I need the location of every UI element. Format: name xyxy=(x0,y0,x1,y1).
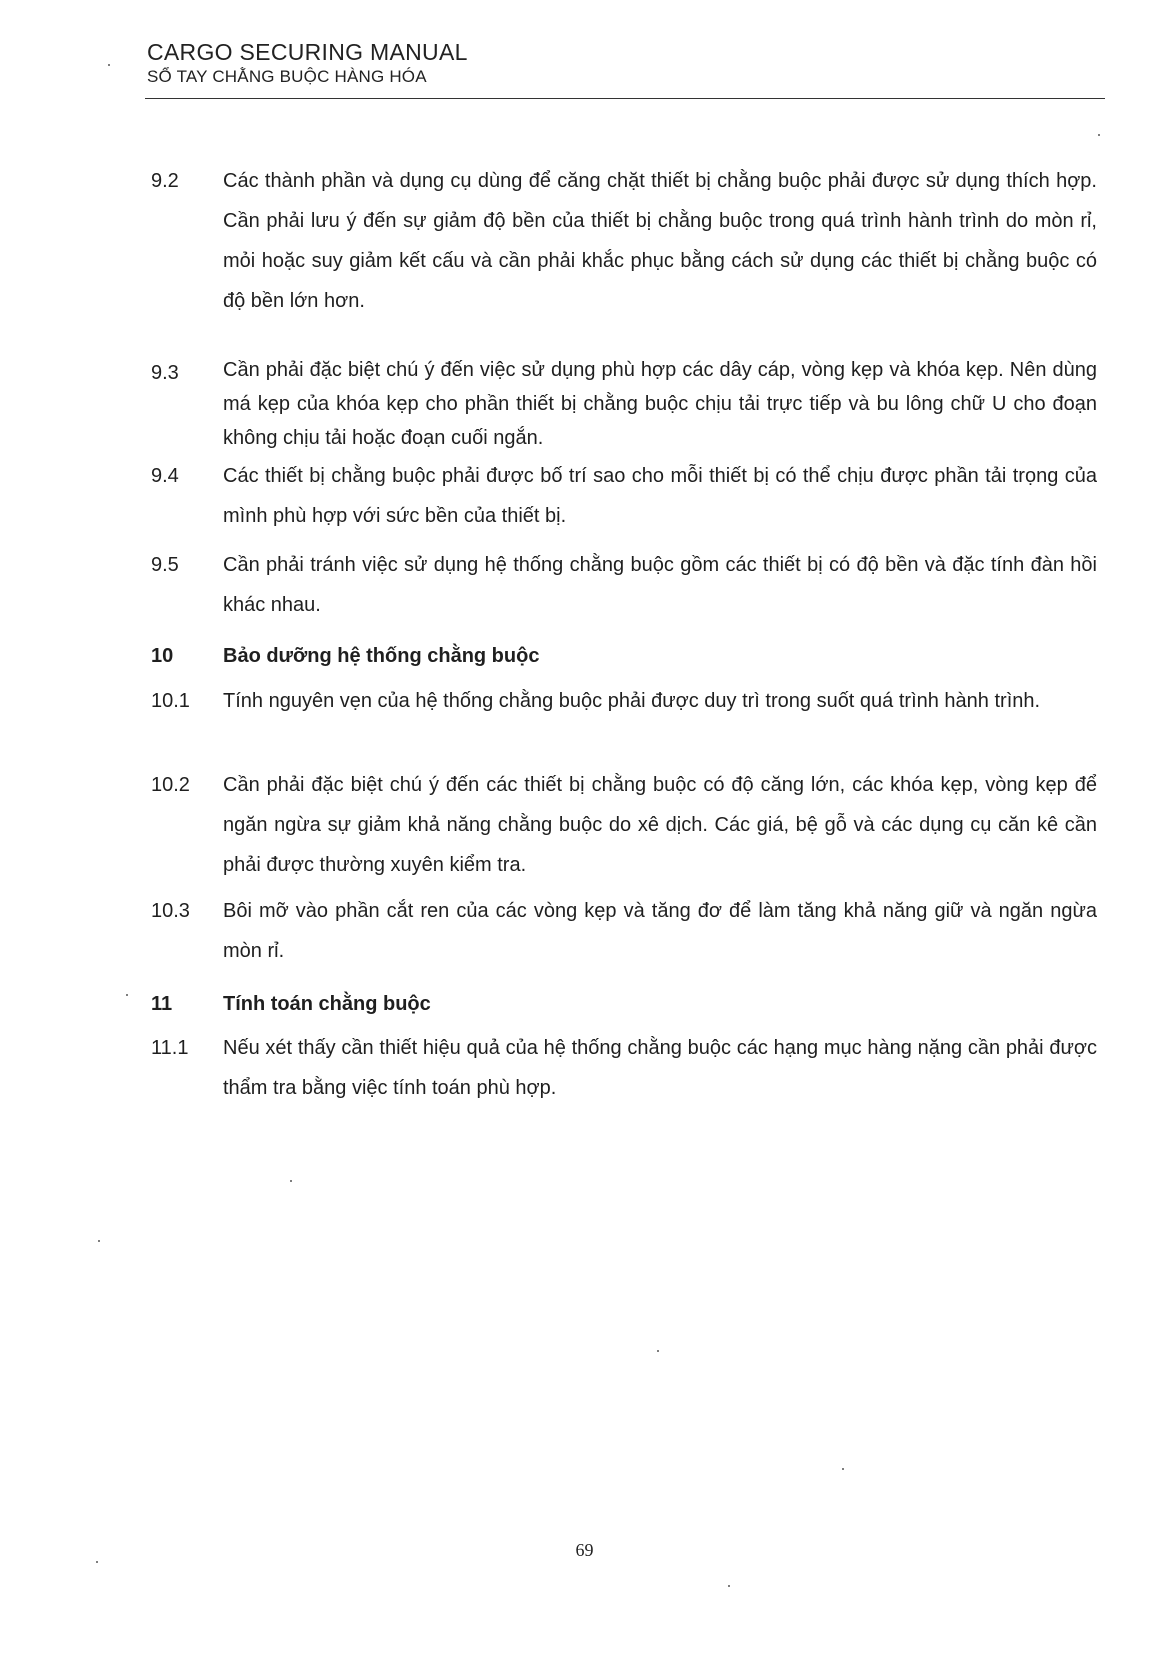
scan-speck xyxy=(290,1180,292,1182)
item-number: 9.2 xyxy=(151,170,179,192)
item-number: 10.1 xyxy=(151,690,190,712)
item-text: Cần phải đặc biệt chú ý đến các thiết bị chằng buộc có độ căng lớn, các khóa kẹp, vòng kẹp để ngăn ngừa sự giảm khả năng chằng buộc do xê dịch. Các giá, bệ gỗ và các dụng cụ căn kê cần phải được thường xuyên kiểm tra. xyxy=(223,774,1097,876)
item-text: Tính nguyên vẹn của hệ thống chằng buộc phải được duy trì trong suốt quá trình hành trình. xyxy=(223,690,1041,712)
item-number: 9.5 xyxy=(151,554,179,576)
item-text: Bôi mỡ vào phần cắt ren của các vòng kẹp và tăng đơ để làm tăng khả năng giữ và ngăn ngừa mòn rỉ. xyxy=(223,900,1097,962)
scan-speck xyxy=(657,1350,659,1352)
header-subtitle: SỔ TAY CHẰNG BUỘC HÀNG HÓA xyxy=(147,67,427,86)
list-item-10-2 xyxy=(147,765,1097,885)
item-text: Các thiết bị chằng buộc phải được bố trí sao cho mỗi thiết bị có thể chịu được phần tải trọng của mình phù hợp với sức bền của thiết bị. xyxy=(223,465,1097,527)
section-title: Tính toán chằng buộc xyxy=(223,993,431,1015)
header-title: CARGO SECURING MANUAL xyxy=(147,39,468,65)
scan-speck xyxy=(728,1585,730,1587)
scan-speck xyxy=(108,64,110,66)
page-number: 69 xyxy=(575,1540,594,1560)
scan-speck xyxy=(126,994,128,996)
section-heading-11 xyxy=(147,984,1097,1024)
item-text: Các thành phần và dụng cụ dùng để căng chặt thiết bị chằng buộc phải được sử dụng thích hợp. Cần phải lưu ý đến sự giảm độ bền của thiết bị chằng buộc trong quá trình hành trình do mòn rỉ, mỏi hoặc suy giảm kết cấu và cần phải khắc phục bằng cách sử dụng các thiết bị chằng buộc có độ bền lớn hơn. xyxy=(223,170,1097,312)
item-number: 10.2 xyxy=(151,774,190,796)
list-item-9-3 xyxy=(147,353,1097,455)
section-number: 11 xyxy=(151,993,173,1015)
page-header xyxy=(147,38,1105,88)
section-title: Bảo dưỡng hệ thống chằng buộc xyxy=(223,645,540,667)
header-divider xyxy=(145,98,1105,99)
section-number: 10 xyxy=(151,645,174,667)
section-heading-10 xyxy=(147,636,1097,676)
list-item-9-4 xyxy=(147,456,1097,536)
list-item-11-1 xyxy=(147,1028,1097,1108)
list-item-9-2 xyxy=(147,161,1097,321)
item-text: Cần phải đặc biệt chú ý đến việc sử dụng phù hợp các dây cáp, vòng kẹp và khóa kẹp. Nên dùng má kẹp của khóa kẹp cho phần thiết bị chằng buộc chịu tải trực tiếp và bu lông chữ U cho đoạn không chịu tải hoặc đoạn cuối ngắn. xyxy=(223,359,1097,449)
list-item-10-1 xyxy=(147,681,1097,721)
scan-speck xyxy=(842,1468,844,1470)
item-number: 9.3 xyxy=(151,362,179,384)
list-item-10-3 xyxy=(147,891,1097,971)
scan-speck xyxy=(1098,134,1100,136)
item-number: 10.3 xyxy=(151,900,190,922)
item-text: Cần phải tránh việc sử dụng hệ thống chằng buộc gồm các thiết bị có độ bền và đặc tính đàn hồi khác nhau. xyxy=(223,554,1097,616)
scan-speck xyxy=(96,1561,98,1563)
item-text: Nếu xét thấy cần thiết hiệu quả của hệ thống chằng buộc các hạng mục hàng nặng cần phải được thẩm tra bằng việc tính toán phù hợp. xyxy=(223,1037,1097,1099)
scan-speck xyxy=(98,1240,100,1242)
item-number: 9.4 xyxy=(151,465,179,487)
list-item-9-5 xyxy=(147,545,1097,625)
item-number: 11.1 xyxy=(151,1037,189,1059)
